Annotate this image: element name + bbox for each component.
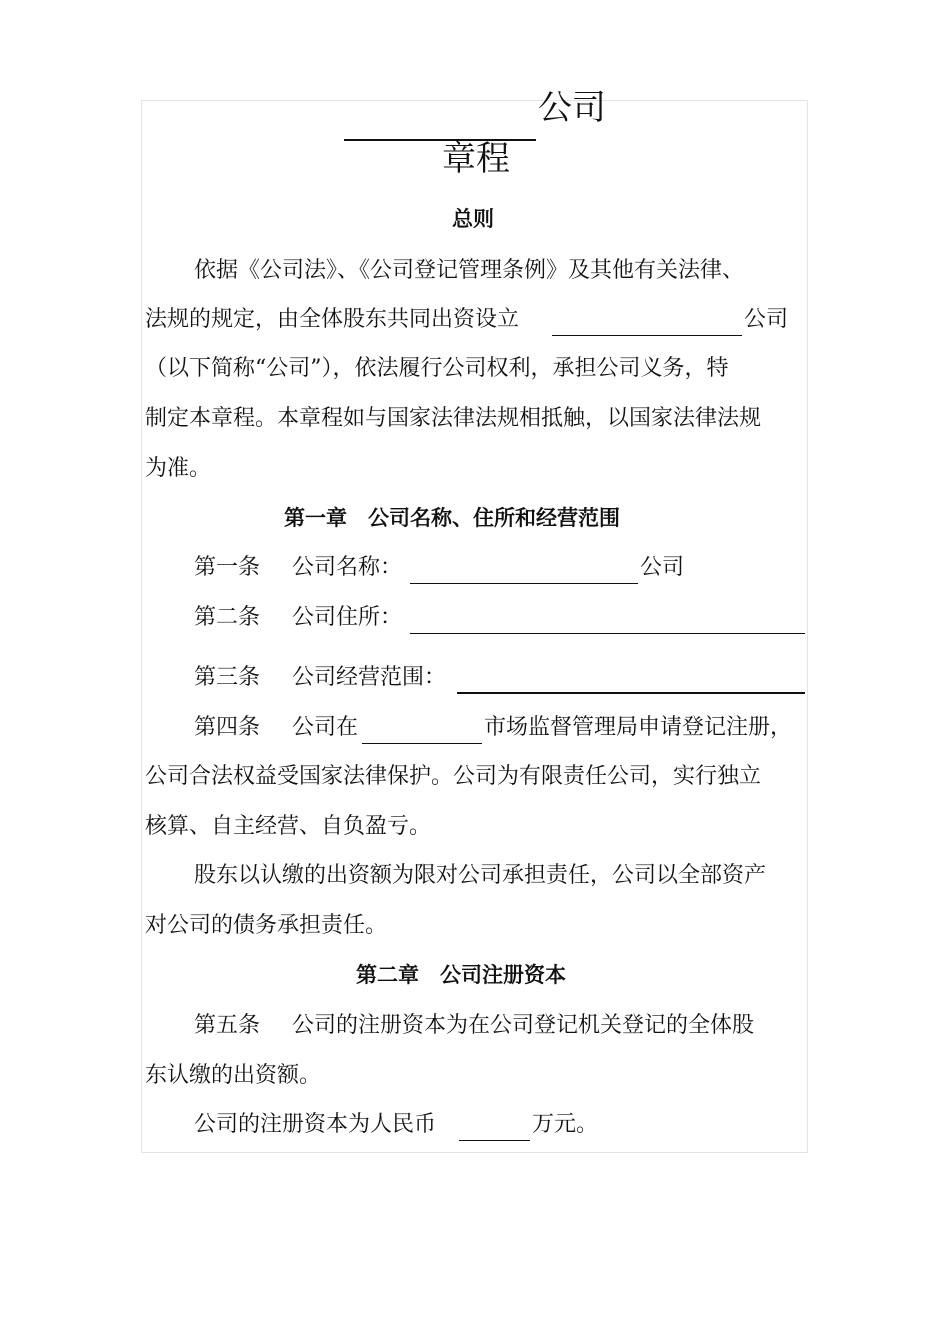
business-scope-field[interactable] [457,692,805,694]
article3-label: 第三条 [194,665,261,690]
company-name-field[interactable] [410,583,638,584]
article4-line-2: 公司合法权益受国家法律保护。公司为有限责任公司，实行独立 [145,764,762,789]
article1-label: 第一条 [194,555,261,580]
liability-paragraph-line-1: 股东以认缴的出资额为限对公司承担责任，公司以全部资产 [194,863,767,888]
article2-text: 公司住所： [292,605,403,630]
general-line-2: 法规的规定，由全体股东共同出资设立 [145,307,520,332]
article2-label: 第二条 [194,605,261,630]
registered-capital-post: 万元。 [532,1112,599,1137]
general-line-4: 制定本章程。本章程如与国家法律法规相抵触，以国家法律法规 [145,406,762,431]
general-line-2-suffix: 公司 [744,307,789,332]
chapter2-heading: 第二章 公司注册资本 [356,963,566,987]
registered-capital-pre: 公司的注册资本为人民币 [194,1112,437,1137]
article3-text: 公司经营范围： [292,665,447,690]
article1-suffix: 公司 [640,555,685,580]
article5-line-2: 东认缴的出资额。 [145,1063,322,1088]
company-address-field[interactable] [410,633,805,634]
article5-label: 第五条 [194,1013,261,1038]
article4-label: 第四条 [194,715,261,740]
title-company-suffix: 公司 [538,88,606,128]
article5-text: 公司的注册资本为在公司登记机关登记的全体股 [292,1013,755,1038]
section-heading-general: 总则 [452,207,494,231]
title-charter: 章程 [442,139,510,179]
regulator-location-field[interactable] [362,743,482,744]
founding-company-blank[interactable] [552,335,742,336]
article4-post: 市场监督管理局申请登记注册， [484,715,793,740]
chapter1-heading: 第一章 公司名称、住所和经营范围 [284,506,620,530]
article1-text: 公司名称： [292,555,403,580]
general-line-1: 依据《公司法》、《公司登记管理条例》及其他有关法律、 [194,258,745,283]
article4-pre: 公司在 [292,715,359,740]
registered-capital-field[interactable] [459,1140,530,1141]
liability-paragraph-line-2: 对公司的债务承担责任。 [145,913,388,938]
article4-line-3: 核算、自主经营、自负盈亏。 [145,814,432,839]
general-line-5: 为准。 [145,456,212,481]
general-line-3: （以下简称“公司”），依法履行公司权利，承担公司义务，特 [145,356,729,381]
